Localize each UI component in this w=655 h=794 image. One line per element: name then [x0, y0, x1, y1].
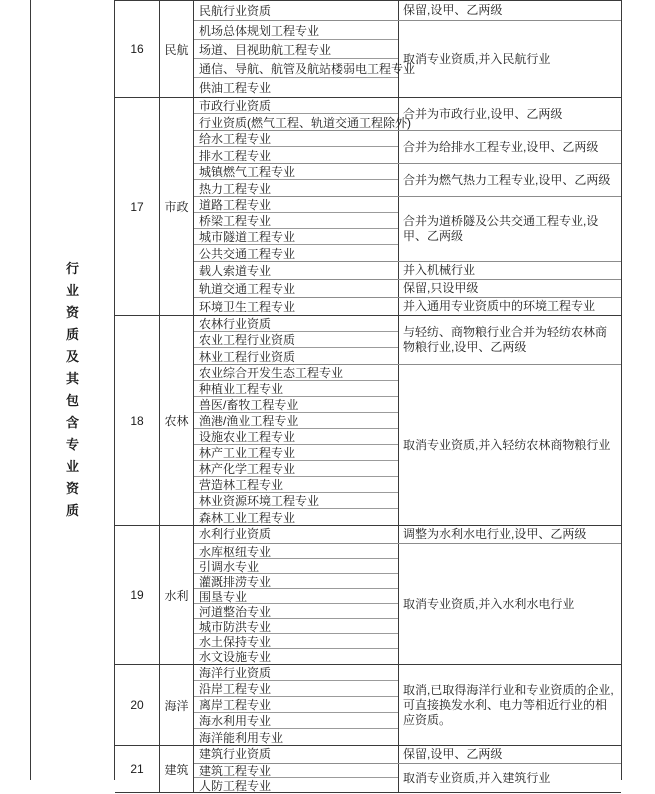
- spec-column: [194, 365, 399, 525]
- section-19: [115, 526, 621, 665]
- disposition-cell: [399, 298, 621, 315]
- section-number: 17: [115, 98, 160, 315]
- qualification-group: [194, 665, 621, 745]
- group-list: [194, 665, 621, 745]
- disposition-text: 取消专业资质,并入轻纺农林商物粮行业: [403, 437, 611, 452]
- spec-cell: 热力工程专业: [199, 181, 272, 196]
- disposition-text: 调整为水利水电行业,设甲、乙两级: [403, 527, 587, 541]
- disposition-cell: [399, 98, 621, 130]
- spec-cell: 引调水专业: [194, 559, 398, 574]
- qualification-group: [194, 316, 621, 365]
- spec-column: [194, 1, 399, 20]
- qualification-group: [194, 262, 621, 280]
- spec-cell: 农林行业资质: [194, 316, 398, 332]
- disposition-cell: [399, 365, 621, 525]
- spec-cell: 城镇燃气工程专业: [194, 164, 398, 180]
- spec-column: [194, 526, 399, 543]
- disposition-text: 合并为市政行业,设甲、乙两级: [403, 106, 563, 121]
- group-list: [194, 98, 621, 315]
- industry-name: 水利: [160, 526, 194, 664]
- spec-column: [194, 544, 399, 664]
- sections-container: [115, 1, 621, 793]
- disposition-text: 保留,设甲、乙两级: [403, 747, 503, 761]
- spec-cell: 营造林工程专业: [194, 477, 398, 493]
- disposition-cell: [399, 131, 621, 163]
- spec-column: [194, 764, 399, 792]
- qualification-group: [194, 164, 621, 197]
- spec-cell: 给水工程专业: [194, 131, 398, 147]
- section-number: 20: [115, 665, 160, 745]
- disposition-cell: [399, 280, 621, 297]
- spec-cell: 灌溉排涝专业: [194, 574, 398, 589]
- disposition-cell: [399, 197, 621, 261]
- industry-name: 建筑: [160, 746, 194, 792]
- section-number: 21: [115, 746, 160, 792]
- spec-cell: 林业工程行业资质: [199, 349, 296, 364]
- spec-cell: 环境卫生工程专业: [199, 299, 296, 314]
- section-16: [115, 1, 621, 98]
- disposition-text: 合并为给排水工程专业,设甲、乙两级: [403, 139, 599, 154]
- disposition-cell: [399, 262, 621, 279]
- spec-cell: 载人索道专业: [199, 263, 272, 278]
- spec-column: [194, 197, 399, 261]
- disposition-text: 合并为燃气热力工程专业,设甲、乙两级: [403, 172, 611, 187]
- industry-name: 市政: [160, 98, 194, 315]
- spec-cell: 公共交通工程专业: [199, 246, 296, 261]
- spec-column: [194, 98, 411, 130]
- disposition-cell: [399, 665, 621, 745]
- qualification-table: [30, 0, 622, 793]
- spec-cell: 设施农业工程专业: [194, 429, 398, 445]
- industry-name: 农林: [160, 316, 194, 525]
- qualification-group: [194, 764, 621, 792]
- spec-cell: 建筑工程专业: [194, 764, 398, 778]
- disposition-text: 合并为道桥隧及公共交通工程专业,设甲、乙两级: [403, 214, 599, 243]
- spec-cell: 通信、导航、航管及航站楼弱电工程专业: [194, 59, 398, 78]
- disposition-cell: [399, 764, 621, 792]
- qualification-group: [194, 1, 621, 21]
- spec-cell: 水库枢纽专业: [194, 544, 398, 559]
- spec-column: [194, 298, 399, 315]
- qualification-group: [194, 98, 621, 131]
- section-21: [115, 746, 621, 793]
- spec-cell: 行业资质(燃气工程、轨道交通工程除外): [199, 115, 411, 130]
- spec-cell: 种植业工程专业: [194, 381, 398, 397]
- qualification-group: [194, 21, 621, 97]
- spec-cell: 轨道交通工程专业: [199, 281, 296, 296]
- disposition-cell: [399, 544, 621, 664]
- qualification-group: [194, 526, 621, 544]
- disposition-cell: [399, 526, 621, 543]
- spec-cell: 人防工程专业: [199, 778, 272, 793]
- disposition-text: 取消,已取得海洋行业和专业资质的企业,可直接换发水利、电力等相近行业的相应资质。: [403, 682, 614, 727]
- disposition-text: 取消专业资质,并入建筑行业: [403, 770, 551, 785]
- disposition-text: 取消专业资质,并入民航行业: [403, 51, 551, 66]
- group-list: [194, 526, 621, 664]
- spec-cell: 机场总体规划工程专业: [194, 21, 398, 40]
- spec-column: [194, 131, 399, 163]
- industry-name: 民航: [160, 1, 194, 97]
- row-header-vertical-label: 行业资质及其包含专业资质: [65, 261, 79, 518]
- disposition-text: 取消专业资质,并入水利水电行业: [403, 596, 575, 611]
- disposition-text: 与轻纺、商物粮行业合并为轻纺农林商物粮行业,设甲、乙两级: [403, 325, 608, 354]
- disposition-text: 并入机械行业: [403, 263, 476, 277]
- disposition-text: 并入通用专业资质中的环境工程专业: [403, 299, 596, 313]
- spec-cell: 排水工程专业: [199, 148, 272, 163]
- section-number: 18: [115, 316, 160, 525]
- spec-cell: 场道、目视助航工程专业: [194, 40, 398, 59]
- group-list: [194, 1, 621, 97]
- spec-cell: 海洋能利用专业: [199, 730, 284, 745]
- section-20: [115, 665, 621, 746]
- industry-name: 海洋: [160, 665, 194, 745]
- disposition-cell: [399, 316, 621, 364]
- spec-cell: 林产化学工程专业: [194, 461, 398, 477]
- spec-cell: 沿岸工程专业: [194, 681, 398, 697]
- section-18: [115, 316, 621, 526]
- qualification-group: [194, 280, 621, 298]
- spec-cell: 渔港/渔业工程专业: [194, 413, 398, 429]
- spec-cell: 兽医/畜牧工程专业: [194, 397, 398, 413]
- group-list: [194, 746, 621, 792]
- group-list: [194, 316, 621, 525]
- spec-cell: 海水利用专业: [194, 713, 398, 729]
- disposition-text: 保留,只设甲级: [403, 281, 479, 295]
- section-number: 19: [115, 526, 160, 664]
- spec-cell: 建筑行业资质: [199, 746, 272, 761]
- spec-cell: 供油工程专业: [199, 81, 272, 95]
- row-header-cell: [31, 0, 115, 780]
- table-main: [115, 0, 621, 793]
- spec-cell: 林业资源环境工程专业: [194, 493, 398, 509]
- spec-cell: 林产工业工程专业: [194, 445, 398, 461]
- qualification-group: [194, 298, 621, 315]
- spec-cell: 城市隧道工程专业: [194, 229, 398, 245]
- spec-cell: 民航行业资质: [199, 4, 272, 18]
- qualification-group: [194, 131, 621, 164]
- spec-cell: 水土保持专业: [194, 634, 398, 649]
- spec-cell: 河道整治专业: [194, 604, 398, 619]
- spec-column: [194, 280, 399, 297]
- spec-cell: 围垦专业: [194, 589, 398, 604]
- section-17: [115, 98, 621, 316]
- spec-cell: 离岸工程专业: [194, 697, 398, 713]
- spec-cell: 水文设施专业: [199, 650, 272, 664]
- spec-column: [194, 746, 399, 763]
- spec-cell: 市政行业资质: [194, 98, 398, 114]
- disposition-cell: [399, 1, 621, 20]
- spec-column: [194, 316, 399, 364]
- spec-cell: 农业综合开发生态工程专业: [194, 365, 398, 381]
- spec-cell: 城市防洪专业: [194, 619, 398, 634]
- qualification-group: [194, 197, 621, 262]
- spec-cell: 海洋行业资质: [194, 665, 398, 681]
- spec-cell: 水利行业资质: [199, 527, 272, 541]
- spec-column: [194, 164, 399, 196]
- section-number: 16: [115, 1, 160, 97]
- spec-column: [194, 665, 399, 745]
- spec-column: [194, 21, 416, 97]
- qualification-group: [194, 544, 621, 664]
- spec-column: [194, 262, 399, 279]
- disposition-cell: [399, 164, 621, 196]
- disposition-cell: [399, 21, 621, 97]
- spec-cell: 道路工程专业: [194, 197, 398, 213]
- spec-cell: 农业工程行业资质: [194, 332, 398, 348]
- disposition-cell: [399, 746, 621, 763]
- spec-cell: 森林工业工程专业: [199, 510, 296, 525]
- qualification-group: [194, 365, 621, 525]
- disposition-text: 保留,设甲、乙两级: [403, 3, 503, 17]
- spec-cell: 桥梁工程专业: [194, 213, 398, 229]
